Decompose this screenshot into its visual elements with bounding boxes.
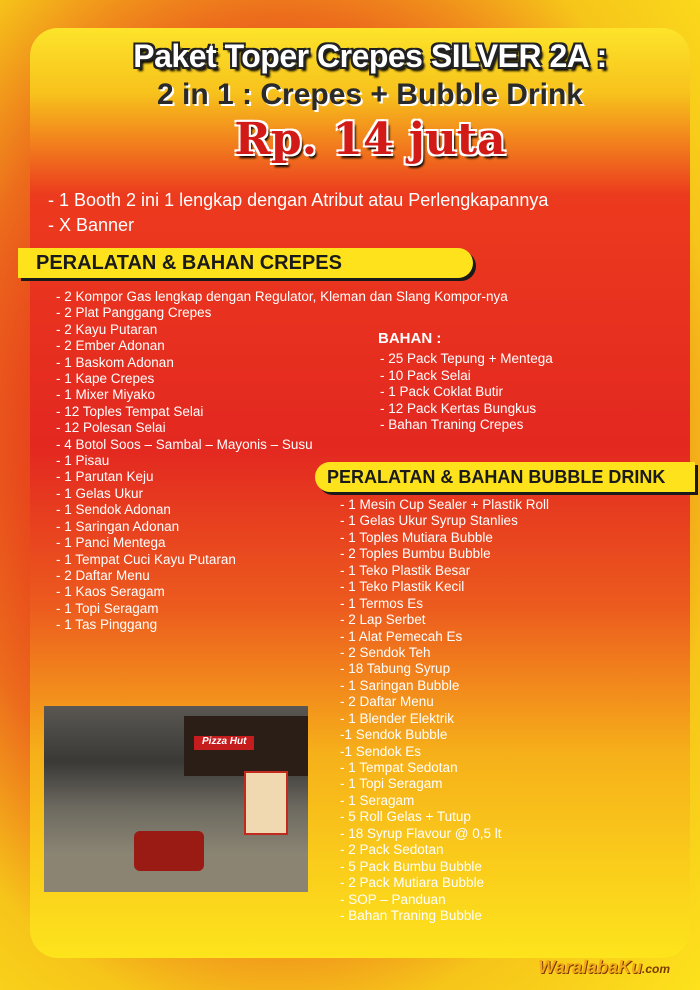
list-item: - Bahan Traning Crepes [380, 417, 524, 432]
list-item: - 1 Teko Plastik Besar [340, 562, 471, 578]
list-item: - 1 Parutan Keju [56, 469, 154, 485]
list-item: - 1 Mesin Cup Sealer + Plastik Roll [340, 497, 549, 512]
intro-item: - X Banner [48, 215, 135, 235]
list-item: - 1 Panci Mentega [56, 535, 166, 551]
watermark-brand: WaralabaKu [538, 957, 642, 977]
list-item: - 1 Gelas Ukur Syrup Stanlies [340, 513, 518, 529]
package-title: Paket Toper Crepes SILVER 2A : [133, 38, 607, 74]
store-sign-text: Pizza Hut [202, 736, 247, 747]
list-item: -1 Sendok Es [340, 743, 422, 759]
list-item: - 2 Toples Bumbu Bubble [340, 546, 491, 562]
list-item: - 10 Pack Selai [380, 367, 471, 383]
list-item: - 1 Baskom Adonan [56, 354, 174, 370]
list-item: - 1 Kape Crepes [56, 371, 155, 387]
list-item: - 4 Botol Soos – Sambal – Mayonis – Susu [56, 436, 313, 452]
list-item: - 2 Kompor Gas lengkap dengan Regulator, Kleman dan Slang Kompor-nya [56, 289, 508, 304]
list-item: - 12 Toples Tempat Selai [56, 403, 204, 419]
list-item: -1 Sendok Bubble [340, 727, 448, 743]
list-item: - 1 Toples Mutiara Bubble [340, 529, 493, 545]
package-subtitle: 2 in 1 : Crepes + Bubble Drink [157, 78, 583, 111]
watermark-suffix: .com [641, 962, 670, 976]
package-price: Rp. 14 juta [234, 114, 506, 165]
list-item: - 2 Kayu Putaran [56, 321, 158, 337]
list-item: - 2 Pack Sedotan [340, 842, 444, 858]
intro-item: - 1 Booth 2 ini 1 lengkap dengan Atribut atau Perlengkapannya [48, 190, 549, 210]
list-item: - 1 Topi Seragam [56, 600, 159, 616]
list-item: - 1 Kaos Seragam [56, 584, 165, 600]
bahan-list [380, 351, 553, 434]
list-item: - 1 Saringan Bubble [340, 677, 460, 693]
list-item: - 1 Tas Pinggang [56, 617, 158, 633]
list-item: - 2 Sendok Teh [340, 644, 431, 660]
bubble-section-heading: PERALATAN & BAHAN BUBBLE DRINK [315, 462, 695, 492]
list-item: - 1 Saringan Adonan [56, 518, 180, 534]
list-item: - 1 Sendok Adonan [56, 502, 171, 518]
list-item: - 1 Mixer Miyako [56, 387, 156, 403]
booth-cart [244, 771, 288, 835]
list-item: - 1 Topi Seragam [340, 776, 443, 792]
list-item: - 1 Seragam [340, 792, 415, 808]
list-item: - 5 Roll Gelas + Tutup [340, 809, 471, 825]
list-item: - 2 Plat Panggang Crepes [56, 305, 212, 321]
intro-list [48, 188, 548, 238]
list-item: - 25 Pack Tepung + Mentega [380, 351, 553, 366]
list-item: - 2 Daftar Menu [340, 694, 434, 710]
list-item: - 2 Pack Mutiara Bubble [340, 875, 485, 891]
list-item: - Bahan Traning Bubble [340, 907, 482, 923]
list-item: - 18 Tabung Syrup [340, 661, 451, 677]
list-item: - 2 Lap Serbet [340, 612, 426, 628]
list-item: - 5 Pack Bumbu Bubble [340, 858, 482, 874]
list-item: - 1 Teko Plastik Kecil [340, 579, 465, 595]
list-item: - 1 Pack Coklat Butir [380, 384, 504, 399]
list-item: - 1 Termos Es [340, 595, 424, 611]
watermark-logo [538, 957, 670, 978]
bahan-heading: BAHAN : [378, 330, 442, 347]
list-item: - 1 Pisau [56, 453, 110, 469]
crepes-section-heading: PERALATAN & BAHAN CREPES [18, 248, 473, 278]
list-item: - 1 Blender Elektrik [340, 710, 455, 726]
list-item: - 12 Polesan Selai [56, 420, 166, 436]
kiddie-train [134, 831, 204, 871]
bubble-equipment-list [340, 497, 549, 924]
list-item: - 1 Alat Pemecah Es [340, 628, 463, 644]
booth-photo [44, 706, 308, 892]
list-item: - 2 Ember Adonan [56, 338, 165, 354]
list-item: - 18 Syrup Flavour @ 0,5 lt [340, 825, 502, 841]
list-item: - 1 Gelas Ukur [56, 485, 144, 501]
list-item: - 2 Daftar Menu [56, 567, 150, 583]
list-item: - 1 Tempat Sedotan [340, 760, 458, 775]
list-item: - SOP – Panduan [340, 891, 446, 907]
list-item: - 1 Tempat Cuci Kayu Putaran [56, 551, 236, 567]
list-item: - 12 Pack Kertas Bungkus [380, 400, 537, 416]
